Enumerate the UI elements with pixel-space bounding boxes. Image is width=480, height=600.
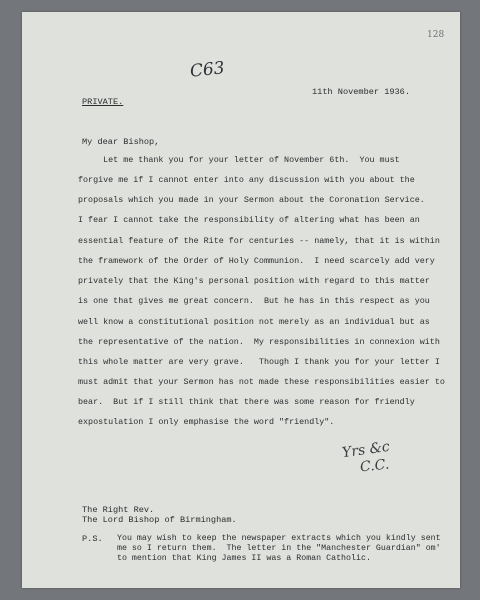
- handwritten-signature: [341, 438, 412, 480]
- body-line: proposals which you made in your Sermon about the Coronation Service.: [78, 195, 425, 205]
- postscript-line: me so I return them. The letter in the "Manchester Guardian" om': [117, 544, 441, 553]
- recipient-line-2: The Lord Bishop of Birmingham.: [82, 515, 237, 525]
- signature-line-2: C.C.: [359, 456, 391, 476]
- body-line: Let me thank you for your letter of November 6th. You must: [78, 155, 400, 165]
- salutation: My dear Bishop,: [82, 137, 160, 147]
- body-line: is one that gives me great concern. But he has in this respect as you: [78, 296, 430, 306]
- body-line: must admit that your Sermon has not made these responsibilities easier to: [78, 377, 445, 387]
- body-line: I fear I cannot take the responsibility of altering what has been an: [78, 215, 420, 225]
- letter-sheet: [22, 12, 460, 588]
- body-line: forgive me if I cannot enter into any discussion with you about the: [78, 175, 415, 185]
- signature-line-1: Yrs &c: [341, 438, 391, 462]
- archive-mark: C63: [189, 58, 226, 82]
- postscript-line: to mention that King James II was a Roman Catholic.: [117, 554, 371, 563]
- body-line: the representative of the nation. My responsibilities in connexion with: [78, 337, 440, 347]
- body-line: bear. But if I still think that there was some reason for friendly: [78, 397, 415, 407]
- body-line: this whole matter are very grave. Though I thank you for your letter I: [78, 357, 440, 367]
- body-line: well know a constitutional position not merely as an individual but as: [78, 317, 430, 327]
- postscript-line: You may wish to keep the newspaper extracts which you kindly sent: [117, 534, 441, 543]
- body-line: the framework of the Order of Holy Communion. I need scarcely add very: [78, 256, 435, 266]
- privacy-marking: PRIVATE.: [82, 97, 124, 107]
- body-line: expostulation I only emphasise the word "friendly".: [78, 417, 335, 427]
- page-number: 128: [427, 30, 445, 40]
- letter-date: 11th November 1936.: [312, 87, 410, 97]
- body-line: essential feature of the Rite for centuries -- namely, that it is within: [78, 236, 440, 246]
- recipient-line-1: The Right Rev.: [82, 505, 155, 515]
- postscript-label: P.S.: [82, 534, 103, 544]
- body-line: privately that the King's personal position with regard to this matter: [78, 276, 430, 286]
